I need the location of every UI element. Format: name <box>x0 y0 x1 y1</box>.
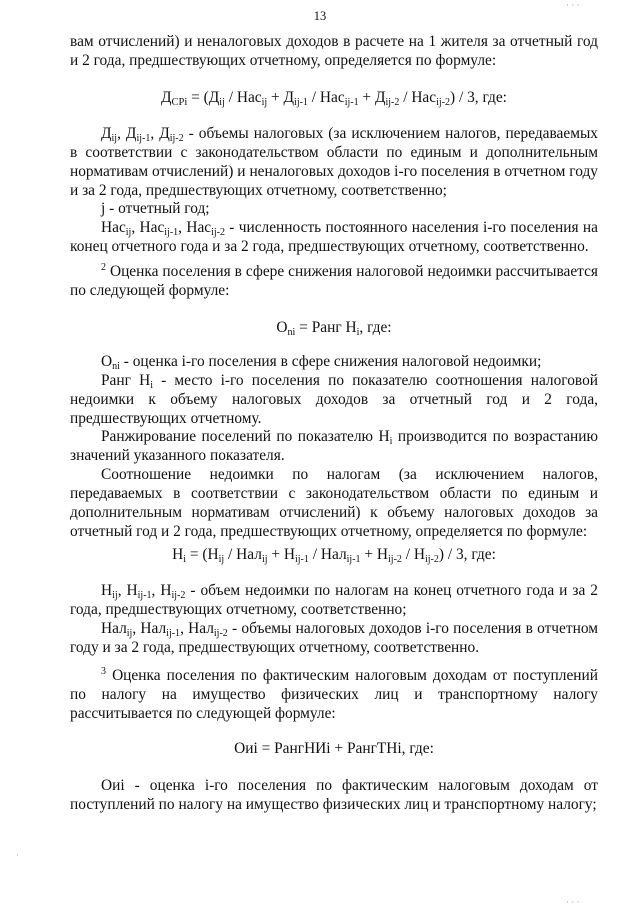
ranking-paragraph: Ранжирование поселений по показателю $Н_i$ производится по возрастанию значений указанного показателя. <box>70 428 599 464</box>
formula-oni: $О_{ni}$ = Ранг $Н_i$, где: <box>276 319 392 338</box>
definition-d: $Д_{ij}$, $Д_{ij-1}$, $Д_{ij-2}$ - объемы налоговых (за исключением налогов, передаваемых в соответствии с законодательством области по единым и дополнительным нормативам отчислений) и неналоговых доходов i-го поселения в отчетном году и за 2 года, предшествующих отчетному, соответственно; <box>70 125 598 199</box>
scan-artifact: · · · <box>566 0 580 10</box>
definition-oi: Оиi - оценка i-го поселения по фактическим налоговым доходам от поступлений по налогу на имущество физических лиц и транспортному налогу; <box>70 777 598 813</box>
scan-artifact-left: · <box>16 850 19 860</box>
scan-artifact-bottom: · · · <box>566 897 580 907</box>
footnote-3-marker: 3 <box>101 666 106 677</box>
definition-rang-n: Ранг $Н_i$ - место i-го поселения по показателю соотношения налоговой недоимки к объему налоговых доходов за отчетный год и 2 года, предшествующих отчетному. <box>70 372 599 427</box>
footnote-3-paragraph: $^3$ Оценка поселения по фактическим налоговым доходам от поступлений по налогу на имущество физических лиц и транспортному налогу рассчитывается по следующей формуле: <box>70 666 598 722</box>
definition-nal: Нал$_{ij}$, Нал$_{ij-1}$, Нал$_{ij-2}$ - объемы налоговых доходов i-го поселения в отчетном году и за 2 года, предшествующих отчетному, соответственно. <box>70 620 598 656</box>
footnote-2-marker: 2 <box>101 262 106 273</box>
formula-dsr: $Д_{CPi} = (Д_{ij} / Нас_{ij} + Д_{ij-1} / Нас_{ij-1} + Д_{ij-2} / Нас_{ij-2}) / 3$, где: <box>161 89 507 108</box>
page-number: 13 <box>313 9 327 23</box>
definition-j: j - отчетный год; <box>101 200 210 217</box>
paragraph-continuation: вам отчислений) и неналоговых доходов в расчете на 1 жителя за отчетный год и 2 года, предшествующих отчетному, определяется по формуле: <box>70 33 598 69</box>
definition-nas: Нас$_{ij}$, Нас$_{ij-1}$, Нас$_{ij-2}$ - численность постоянного населения i-го поселения на конец отчетного года и за 2 года, предшествующих отчетному, соответственно. <box>70 219 598 255</box>
ratio-paragraph: Соотношение недоимки по налогам (за исключением налогов, передаваемых в соответствии с законодательством области по единым и дополнительным нормативам отчислений) к объему налоговых доходов за отчетный год и 2 года, предшествующих отчетному, определяется по формуле: <box>70 466 598 540</box>
formula-oi: Оиi = РангНИi + РангТНi, где: <box>234 740 434 757</box>
footnote-2-paragraph: $^2$ Оценка поселения в сфере снижения налоговой недоимки рассчитывается по следующей формуле: <box>70 262 598 299</box>
definition-oni: $О_{ni}$ - оценка i-го поселения в сфере снижения налоговой недоимки; <box>101 353 542 372</box>
formula-ni: $Н_i = (Н_{ij} / Нал_{ij} + Н_{ij-1} / Нал_{ij-1} + Н_{ij-2} / Н_{ij-2}) / 3$, где: <box>172 546 496 565</box>
definition-n: $Н_{ij}$, $Н_{ij-1}$, $Н_{ij-2}$ - объем недоимки по налогам на конец отчетного года и за 2 года, предшествующих отчетному, соответственно; <box>70 582 598 618</box>
